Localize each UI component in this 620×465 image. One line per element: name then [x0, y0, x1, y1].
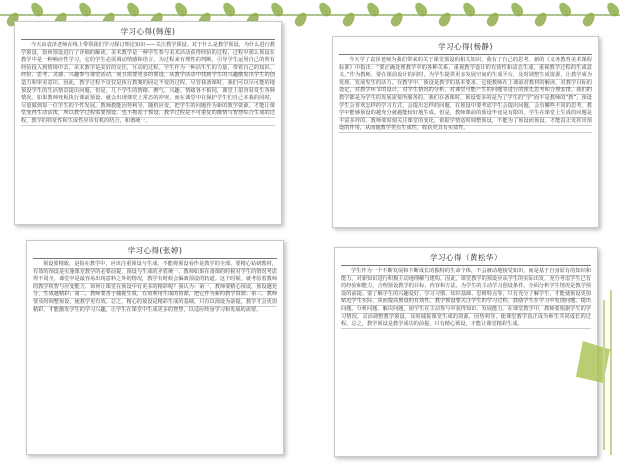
essay-title: 学习心得(韩莲): [21, 26, 275, 40]
essay-body: 今天学了袁泽老师为我们带来的关于课堂预设的相关知识，我有了自己的思考。新的《义务教育美术课程标准》中指出：“要正确处理教学中的各种关系，重视教学设计的有效性和动态生成，重视教学过程的生成意义。”作为教师，要在课前设计的同时，为学生提供更多发展空间的生成平台，及时调整生成资源，让教学成为发现、发展发生的活力。在教学中，预设是教学的基本要求，它使教师在上课前对教材的解读，对教学目标的设定，对教学环节的设计，对学生情况的分析，对课堂可能产生的问题等进行的预先思考和合理安排。我们的教学都是为学生的发展需要所服务的，我们在备课时，预设要多的是为了学生的“学”而不是教师的“教”，预设学生会喜欢怎样的学习方式，会提出怎样的问题，在预设中要考虑学生会提出问题，会有哪些不同的思考，教学中能够预设的越充分就越能较好地生成。但是，教师课前的预设毕竟是有限的，学生在课堂上生成的问题是丰富多样的，教师要时刻关注课堂的变化，依据学情适时调整预设，不能为了预设而预设，才能真正发挥出预设的作用，从而使教学更有生成性，收获更具有实效性。: [339, 57, 592, 132]
essay-card-yang: [332, 36, 599, 228]
essay-title: 学习心得(张婷): [33, 245, 277, 259]
essay-card-huang: [334, 247, 598, 457]
essay-body: 今天由袁泽老师在线上带领我们学习探讨理论知识——关注教学预设。对于什么是教学预设，为什么进行教学预设，如何预设进行了详细的解读。美术教学是一种学生参与美术活动获得经验的过程，过程中那么预设在教学中是一种响应性学习，它的学生必需调动情感和语言，为过程来有理性的判断，引导学生运用自己的所有经验投入到情境中去。美术教学是美好的交往，互动的过程。学生作为一种活生生的力量，带着自己的知识、经验、思考、灵感、兴趣参与课堂活动，而且需要更多的预设，从教学活动中找到学生的兴趣激发出学生的创造力和审美意识。因此，教学过程不仅仅是执行教案的固定不变的过程。尽管我备课时，我们可以尽可能的地预设学生的生活情景提出问题，但是，几个学生的情绪、脾气、兴趣、情绪各不相同，课堂上很容易发生各种情况。如果教师死板执行课前预设，就会出现课堂上常态的冲突，而在课堂中在保护学生们自己本我的同时，尽量做到每一位学生的个性发展。教师教能因势利导，随机应变，把学生的问题作为新的教学资源，才能让课堂变得生动活泼，所以教学过程需要预设，也不拘泥于预设，教学过程是不可重复的激情与智慧综合生成的过程，教学的特征性和生成性应该有机的结合，和谐统一。: [21, 42, 275, 124]
essay-body: 预设要精致，是指在教学中，应该注重预设与生成，不能将预设看作是教学的全部。要精心钻研教材，有效的预设是实施课堂教学的必要前提，预设与生成的矛盾统一，教师如果在备课的时候对学生的情况考虑得不周全，课堂中是最容易出现意料之外的情况，教学有时候会偏离预设的轨道。这个时候，就考验着教师的教学机智与应变能力。如何让课堂在预设中有更多的精彩呢？我认为：第一，教师要精心预设，预设越充分，生成越精彩；第二，教师要善于捕捉生成，有效利用生成的资源，把它作为新的教学资源；第三，教师要及时调整预设，使教学更有效。总之，精心的预设是精彩生成的基础，只有以预设为前提，教学才会更加精彩，才能激发学生的学习兴趣，让学生在课堂中生成更多的智慧，以适应终身学习和发展的需要。: [33, 261, 277, 313]
decorative-stripe: [610, 290, 612, 455]
essay-card-zhang: [26, 240, 284, 455]
decorative-stripe: [603, 300, 605, 450]
essay-title: 学习心得（黄松华）: [341, 252, 591, 266]
vine-line: [0, 14, 620, 16]
essay-card-han: [14, 21, 282, 225]
essay-title: 学习心得(杨静): [339, 41, 592, 55]
essay-body: 学生作为一个不断发展和不断成长的独特的生命个体，不会被动地接受知识，而是基于自身原有的知识和能力，对新知识进行积极主动地理解与建构。因此，课堂教学的预设应从学生的实际出发，充分考虑学生已有的经验和能力，合理预设教学的目标、内容和方法，为学生的主动学习创设条件。全面分析学生情况是教学预设的前提。要了解学生的兴趣爱好、学习习惯、知识基础、思维特点等，只有充分了解学生，才能使预设更加贴近学生实际，从而提高预设的有效性。教学预设要关注学生的学习过程，鼓励学生在学习中发现问题、提出问题、分析问题、解决问题，使学生在主动参与中获得知识、发展能力。在课堂教学中，教师要根据学生的学习情况，灵活调整教学预设，及时捕捉课堂生成的资源，因势利导，使课堂教学真正成为师生共同成长的过程。总之，教学预设是教学成功的前提，只有精心预设，才能让课堂精彩生成。: [341, 268, 591, 328]
